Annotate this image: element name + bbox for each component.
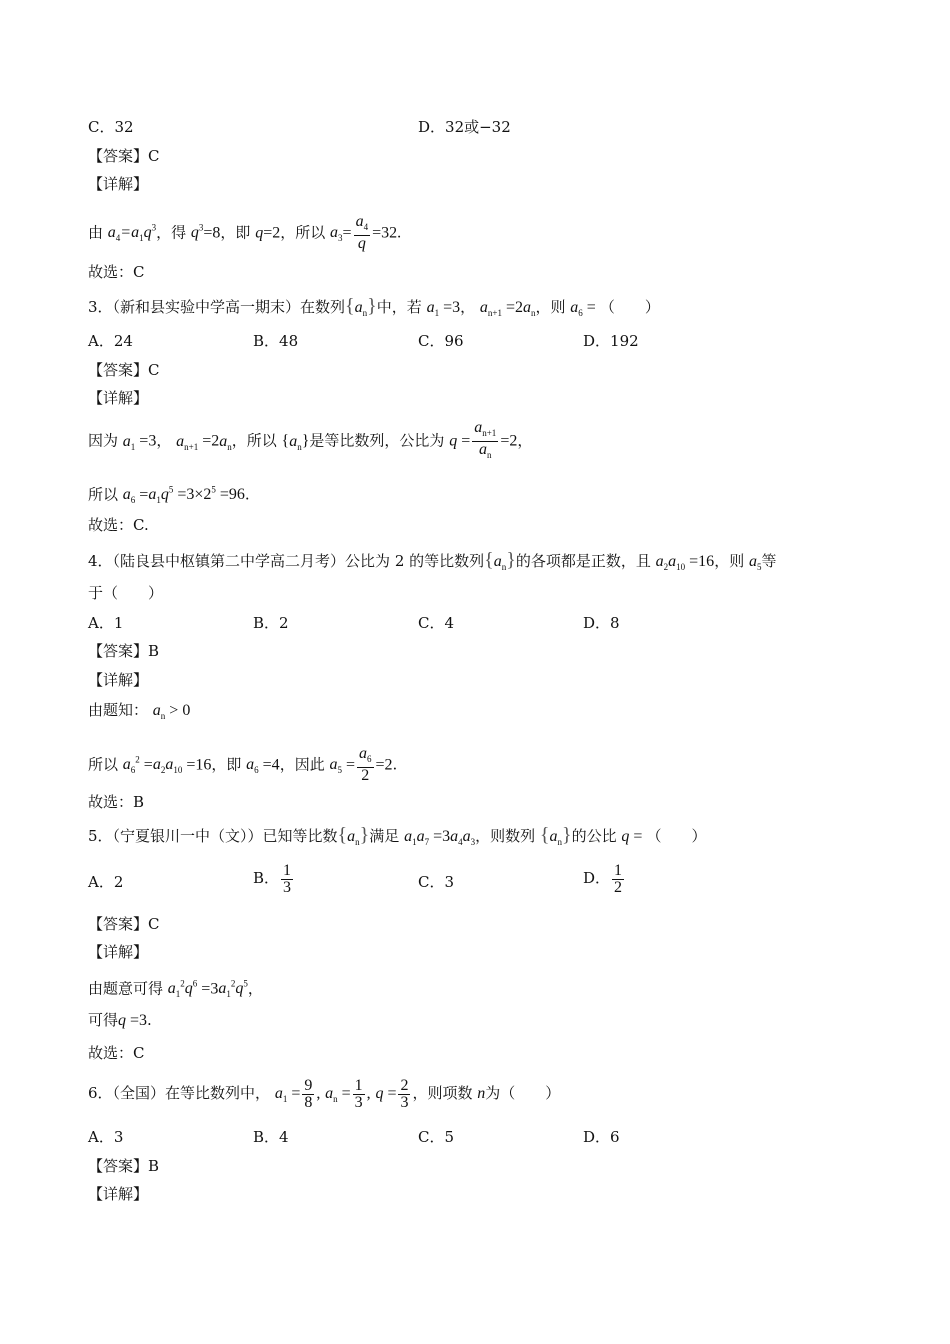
q6-detail-heading: 【详解】	[88, 1185, 149, 1203]
q2-detail-heading: 【详解】	[88, 175, 149, 193]
q5-stem: 5．（宁夏银川一中（文））已知等比数$\{a_n\}$满足 $a_1a_7 =3a_4a_3$，则数列 $\{a_n\}$的公比 q = （ ）	[88, 824, 707, 848]
q4-option-d: D．8	[583, 614, 620, 632]
q3-detail-heading: 【详解】	[88, 389, 149, 407]
q5-option-a: A．2	[88, 873, 124, 891]
q4-option-c: C．4	[418, 614, 455, 632]
q3-option-c: C．96	[418, 332, 464, 350]
q3-solution-line2: 所以 $a_6 =a_1q^5 =3\times 2^5 =96$.	[88, 485, 250, 506]
q3-solution-line1: 因为 $a_1 =3$， $a_{n+1} =2a_n$，所以 $\{a_n\}$是等比数列，公比为 q = $\frac{a_{n+1}}{a_n}$ =2，	[88, 419, 533, 461]
q6-stem: 6．（全国）在等比数列中， $a_1$ = $\frac{9}{8}$ , $a_n$ = $\frac{1}{3}$ , q = $\frac{2}{3}$ ，则项数 n为（ ）	[88, 1076, 561, 1111]
q4-solution-line1: 由题知： $a_n > 0$	[88, 701, 191, 722]
q4-option-a: A．1	[88, 614, 124, 632]
q2-option-d: D．32或−32	[418, 118, 511, 136]
q2-option-c: C．32	[88, 118, 134, 136]
q4-option-b: B．2	[253, 614, 289, 632]
q3-option-a: A．24	[88, 332, 133, 350]
q4-stem-line1: 4．（陆良县中枢镇第二中学高二月考）公比为 2 的等比数列$\{a_n\}$的各项都是正数，且 $a_2a_{10} =16$，则 $a_5$等	[88, 549, 777, 573]
q5-conclusion: 故选：C	[88, 1044, 145, 1062]
q5-option-d: D． $\frac{1}{2}$	[583, 861, 623, 896]
q6-option-b: B．4	[253, 1128, 289, 1146]
q5-detail-heading: 【详解】	[88, 943, 149, 961]
q4-answer: 【答案】B	[88, 642, 160, 660]
q6-option-a: A．3	[88, 1128, 124, 1146]
q4-solution-line2: 所以 $a_6^2 =a_2a_{10} =16$，即 $a_6 =4$，因此 $a_5$ = $\frac{a_6}{2}$ =2.	[88, 745, 398, 785]
q2-answer: 【答案】C	[88, 147, 160, 165]
q3-option-b: B．48	[253, 332, 299, 350]
q5-option-c: C．3	[418, 873, 455, 891]
q3-stem: 3．（新和县实验中学高一期末）在数列$\{a_n\}$中，若 $a_1 =3$， $a_{n+1} =2a_n$，则 $a_6$ = （ ）	[88, 295, 660, 319]
q4-conclusion: 故选：B	[88, 793, 145, 811]
q5-solution-line1: 由题意可得 $a_1^2q^6 =3a_1^2q^5$，	[88, 979, 263, 1000]
q4-detail-heading: 【详解】	[88, 671, 149, 689]
q5-answer: 【答案】C	[88, 915, 160, 933]
q6-option-d: D．6	[583, 1128, 620, 1146]
q5-option-b: B． $\frac{1}{3}$	[253, 861, 292, 896]
q2-solution: 由 $a_4=a_1q^3$，得 $q^3=8$，即 q=2，所以 $a_3=$ $\frac{a_4}{q}$ =32.	[88, 213, 402, 253]
q3-conclusion: 故选：C.	[88, 516, 149, 534]
q5-solution-line2: 可得q =3.	[88, 1011, 152, 1029]
q3-answer: 【答案】C	[88, 361, 160, 379]
q6-answer: 【答案】B	[88, 1157, 160, 1175]
q6-option-c: C．5	[418, 1128, 455, 1146]
q3-option-d: D．192	[583, 332, 639, 350]
q2-conclusion: 故选：C	[88, 263, 145, 281]
q4-stem-line2: 于（ ）	[88, 584, 164, 602]
